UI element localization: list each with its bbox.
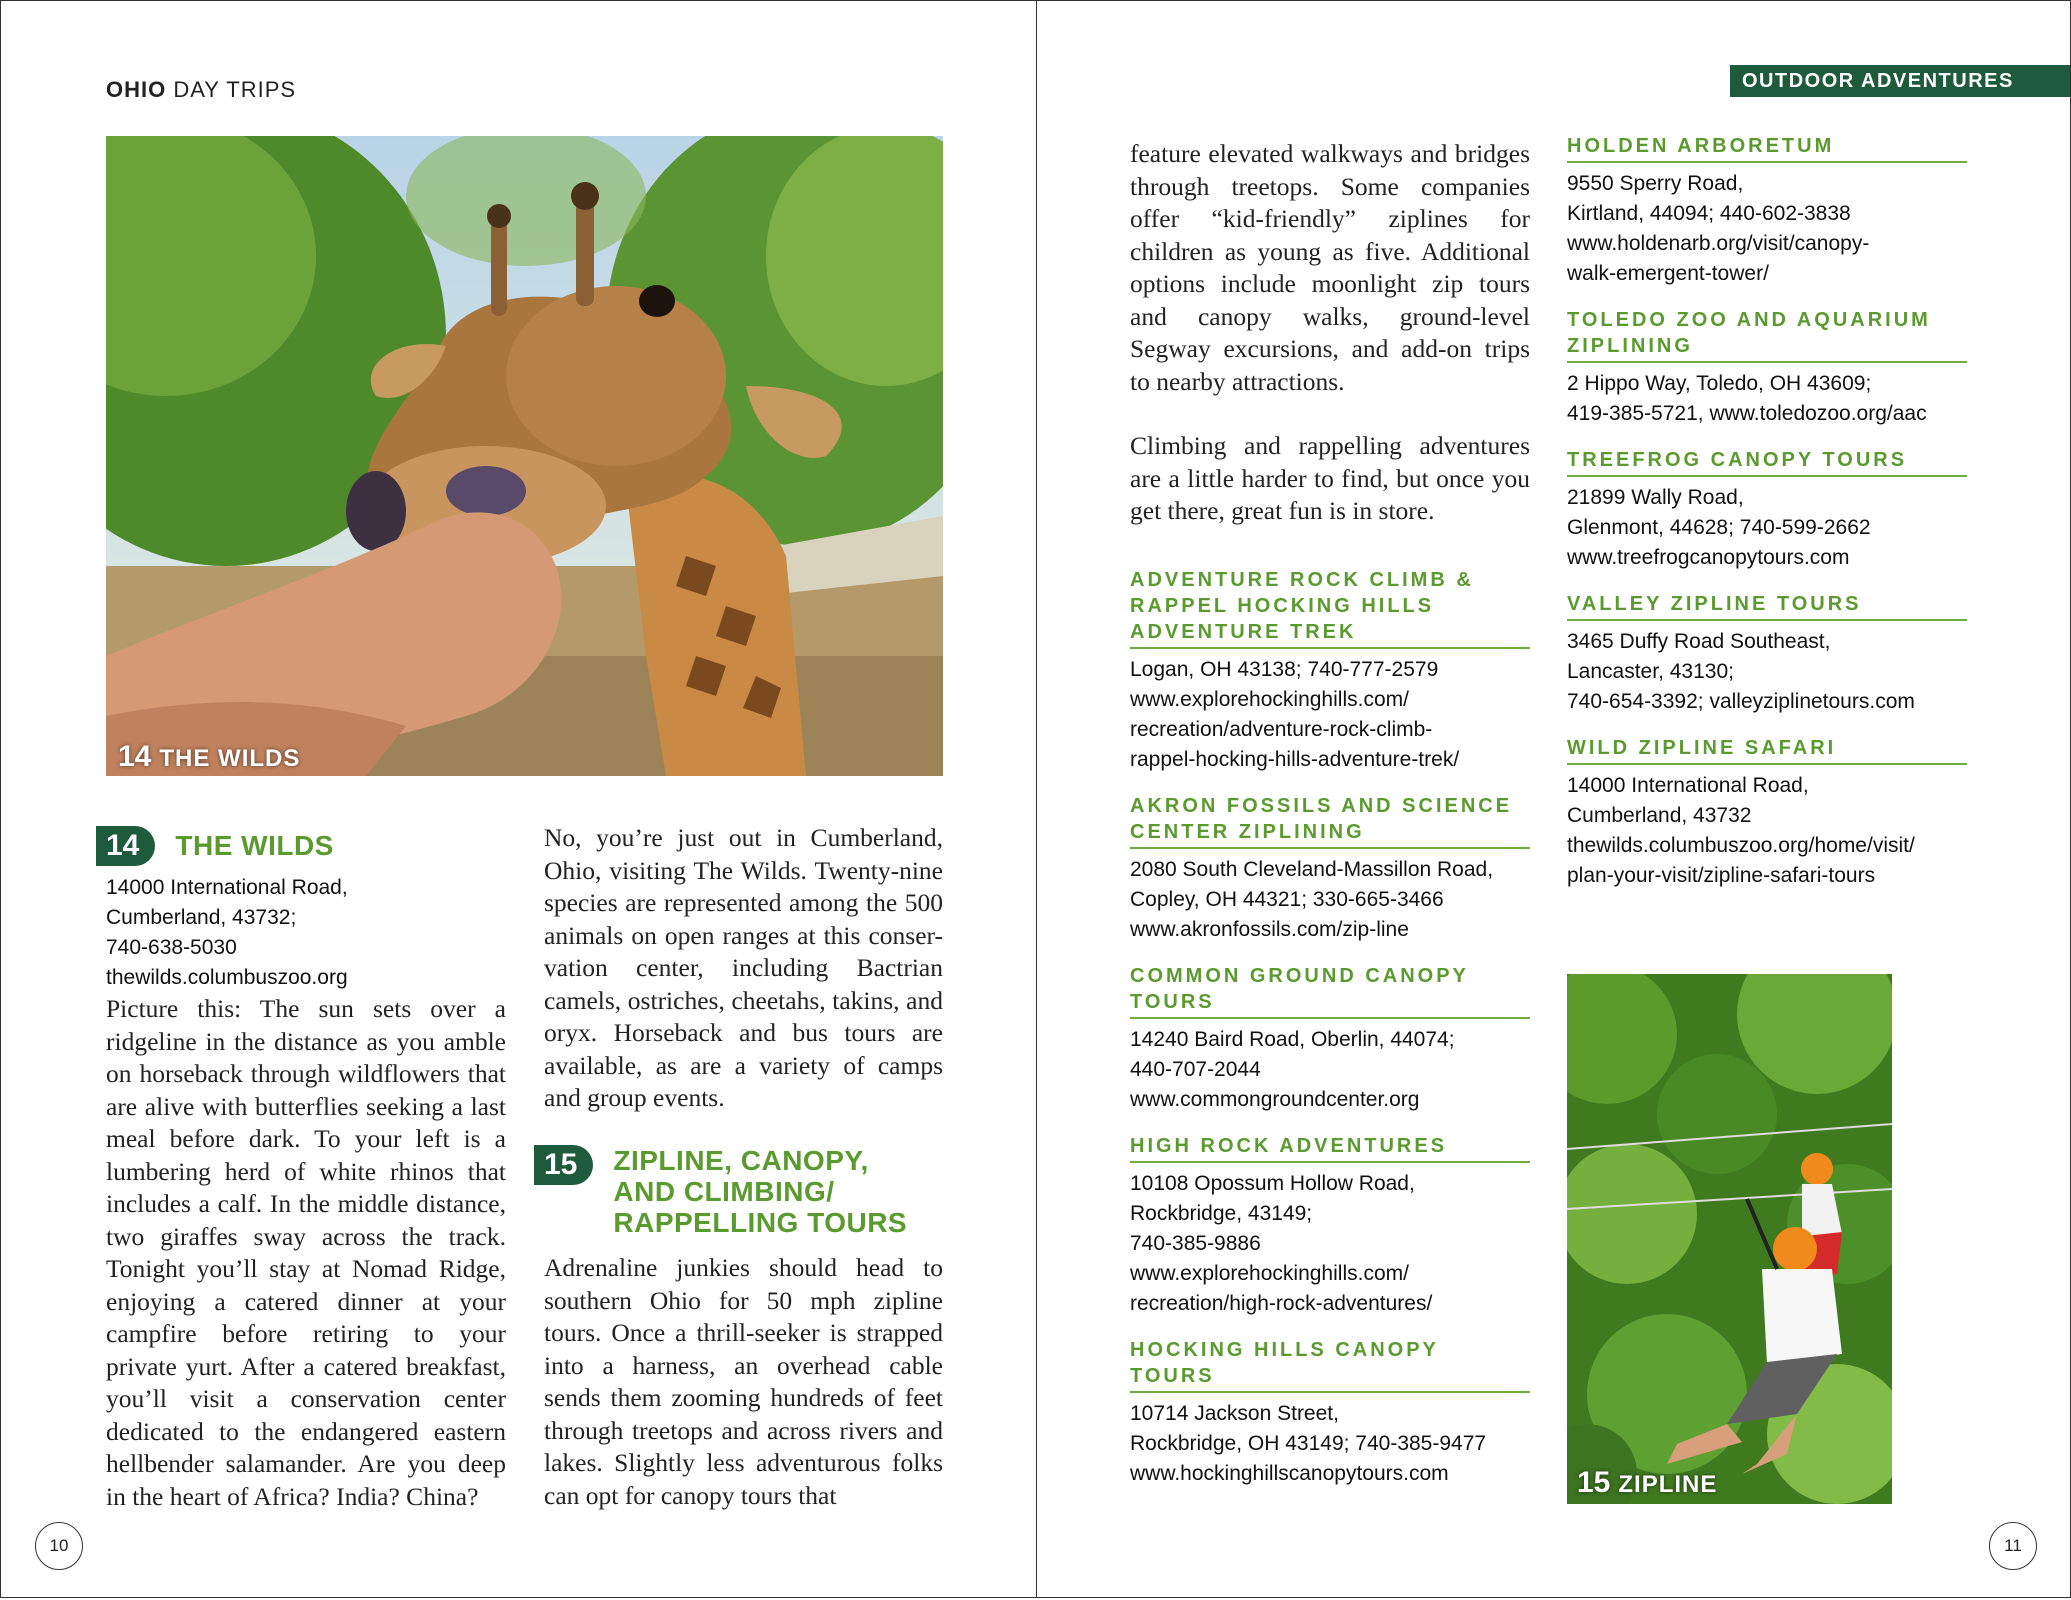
right-page [1036,0,2071,1598]
listing-name: AKRON FOSSILS AND SCIENCE CENTER ZIPLINING [1130,793,1530,849]
listing-column-2 [1567,133,1967,909]
zipline-body-text: Adrenaline junkies should head to southern Ohio for 50 mph zipline tours. Once a thrill-seeker is strapped into a harness, an overhead cable sends them zooming hundreds of feet through treetops and across rivers and lakes. Slightly less adventurous folks can opt for canopy tours that [544,1253,943,1510]
listing-name: COMMON GROUND CANOPY TOURS [1130,963,1530,1019]
listing-entry: TOLEDO ZOO AND AQUARIUM ZIPLINING 2 Hippo Way, Toledo, OH 43609; 419-385-5721, www.toledozoo.org/aac [1567,307,1967,429]
listing-name: VALLEY ZIPLINE TOURS [1567,591,1967,621]
section-title: ZIPLINE, CANOPY, AND CLIMBING/ RAPPELLING TOURS [613,1145,908,1238]
giraffe-illustration [106,136,943,776]
listing-entry: ADVENTURE ROCK CLIMB & RAPPEL HOCKING HILLS ADVENTURE TREK Logan, OH 43138; 740-777-2579 www.explorehockinghills.com/ recreation/adventure-rock-climb- rappel-hocking-hills-adventure-trek/ [1130,567,1530,775]
continued-text: feature elevated walkways and bridges through treetops. Some companies offer “kid-friendly” ziplines for children as young as five. Additional options include moonlight zip tours and canopy walks, ground-level Segway excursions, and add-on trips to nearby attractions. [1130,139,1530,396]
listing-entry: COMMON GROUND CANOPY TOURS 14240 Baird Road, Oberlin, 44074; 440-707-2044 www.commongroundcenter.org [1130,963,1530,1115]
continued-column [1130,138,1530,528]
wilds-body-text: Picture this: The sun sets over a ridgeline in the distance as you amble on horseback through wildflowers that are alive with butterflies seeking a last meal before dark. To your left is a lumbering herd of white rhinos that includes a calf. In the middle distance, two giraffes sway across the track. Tonight you’ll stay at Nomad Ridge, enjoying a catered dinner at your campfire before retiring to your private yurt. After a catered breakfast, you’ll visit a conservation center dedicated to the endangered eastern hellbender salamander. Are you deep in the heart of Africa? India? China? [106,994,506,1511]
section-tag: OUTDOOR ADVENTURES [1730,65,2070,97]
section-14-heading [96,826,334,866]
section-number-badge: 14 [96,826,155,866]
running-header: OHIO DAY TRIPS [106,77,297,102]
zipline-illustration [1567,974,1892,1504]
listing-entry: AKRON FOSSILS AND SCIENCE CENTER ZIPLINING 2080 South Cleveland-Massillon Road, Copley, OH 44321; 330-665-3466 www.akronfossils.com/zip-line [1130,793,1530,945]
listing-name: HIGH ROCK ADVENTURES [1130,1133,1530,1163]
listing-entry: HOLDEN ARBORETUM 9550 Sperry Road, Kirtland, 44094; 440-602-3838 www.holdenarb.org/visit/canopy- walk-emergent-tower/ [1567,133,1967,289]
climbing-text: Climbing and rappelling adventures are a little harder to find, but once you get there, great fun is in store. [1130,431,1530,525]
section-number-badge: 15 [534,1145,593,1185]
right-column [544,822,943,1115]
page-number: 11 [1989,1522,2037,1570]
wilds-body-text-continued: No, you’re just out in Cumberland, Ohio, visiting The Wilds. Twenty-nine species are represented among the 500 animals on open ranges at this conser-vation center, including Bactrian camels, ostriches, cheetahs, takins, and oryx. Horseback and bus tours are available, as are a variety of camps and group events. [544,823,943,1112]
listing-name: WILD ZIPLINE SAFARI [1567,735,1967,765]
wilds-address: 14000 International Road, Cumberland, 43732; 740-638-5030 thewilds.columbuszoo.org [106,876,348,989]
giraffe-photo [106,136,943,776]
listing-name: ADVENTURE ROCK CLIMB & RAPPEL HOCKING HILLS ADVENTURE TREK [1130,567,1530,649]
listing-entry: HIGH ROCK ADVENTURES 10108 Opossum Hollow Road, Rockbridge, 43149; 740-385-9886 www.explorehockinghills.com/ recreation/high-rock-adventures/ [1130,1133,1530,1319]
photo-caption: 15 ZIPLINE [1577,1466,1718,1499]
listing-column-1 [1130,567,1530,1507]
listing-name: TREEFROG CANOPY TOURS [1567,447,1967,477]
listing-entry: HOCKING HILLS CANOPY TOURS 10714 Jackson Street, Rockbridge, OH 43149; 740-385-9477 www.hockinghillscanopytours.com [1130,1337,1530,1489]
section-15-heading [534,1145,907,1238]
listing-name: TOLEDO ZOO AND AQUARIUM ZIPLINING [1567,307,1967,363]
listing-entry: WILD ZIPLINE SAFARI 14000 International Road, Cumberland, 43732 thewilds.columbuszoo.org/home/visit/ plan-your-visit/zipline-safari-tours [1567,735,1967,891]
left-column [106,873,506,1513]
listing-entry: TREEFROG CANOPY TOURS 21899 Wally Road, Glenmont, 44628; 740-599-2662 www.treefrogcanopytours.com [1567,447,1967,573]
listing-name: HOCKING HILLS CANOPY TOURS [1130,1337,1530,1393]
page-number: 10 [35,1522,83,1570]
listing-name: HOLDEN ARBORETUM [1567,133,1967,163]
listing-entry: VALLEY ZIPLINE TOURS 3465 Duffy Road Southeast, Lancaster, 43130; 740-654-3392; valleyziplinetours.com [1567,591,1967,717]
section-title: THE WILDS [175,830,334,861]
photo-caption: 14 THE WILDS [118,740,301,773]
zipline-intro [544,1252,943,1512]
zipline-photo [1567,974,1892,1504]
